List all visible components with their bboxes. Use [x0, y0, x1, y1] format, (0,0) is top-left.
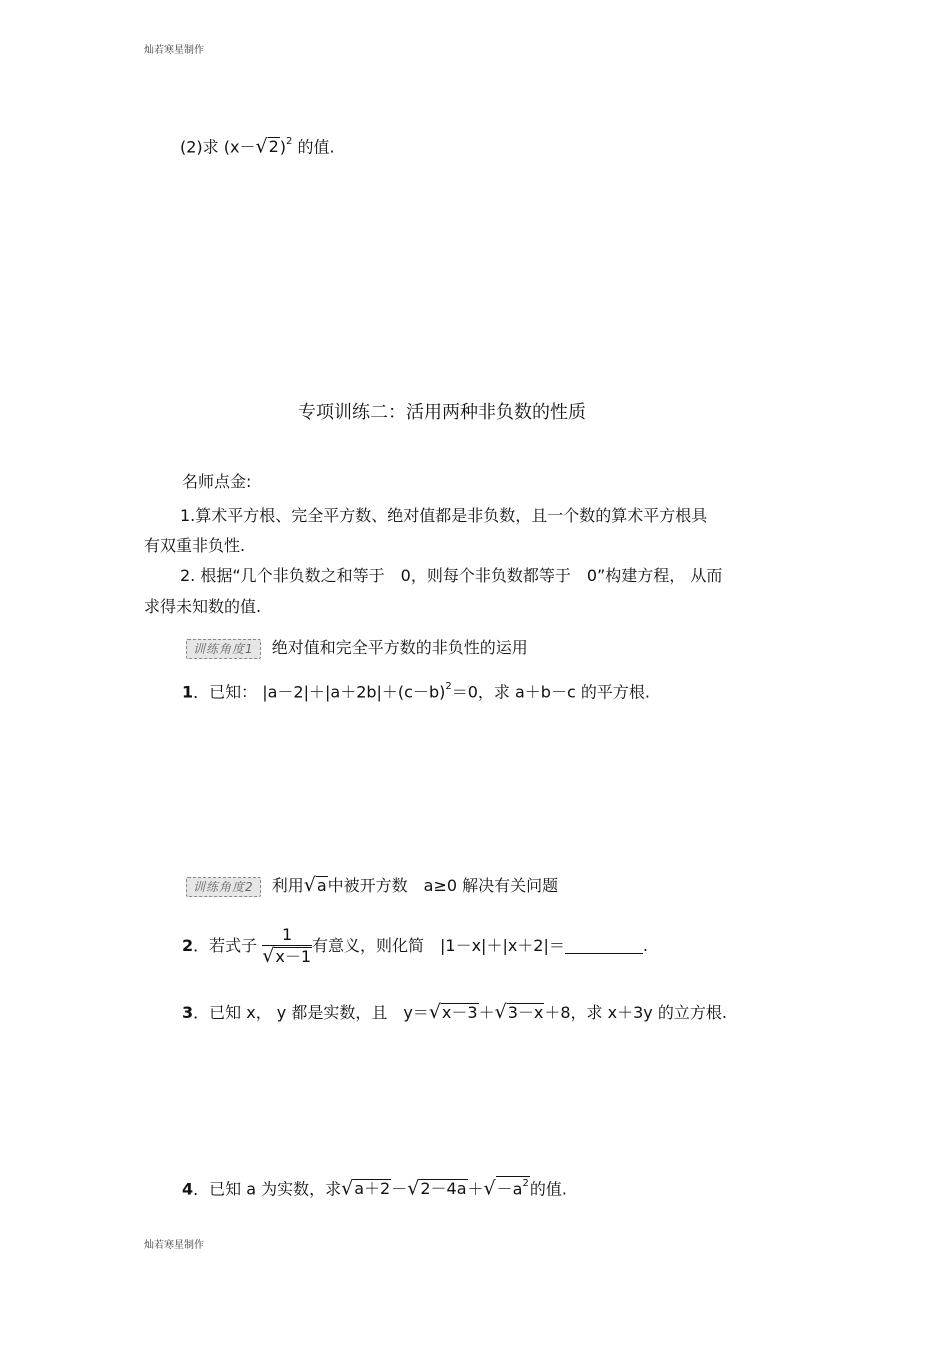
- question-4-number: 4: [182, 1179, 194, 1199]
- part2-radicand: 2: [268, 137, 279, 157]
- question-1-text-a: ．已知： |a－2|＋|a＋2b|＋(c－b): [193, 682, 446, 702]
- tip-1-line-1: 1.算术平方根、完全平方数、绝对值都是非负数，且一个数的算术平方根具: [180, 506, 708, 525]
- question-2-text-a: ．若式子: [193, 936, 258, 955]
- sqrt-icon: √: [428, 1001, 441, 1023]
- page-header: 灿若寒星制作: [144, 45, 204, 56]
- question-3-text-b: ＋8，求 x＋3y 的立方根.: [544, 1003, 727, 1022]
- sqrt-icon: √: [341, 1177, 354, 1200]
- question-4-text-a: ．已知 a 为实数，求: [193, 1179, 342, 1199]
- question-3-number: 3: [182, 1003, 194, 1022]
- training-angle-1-badge: 训练角度1: [186, 639, 261, 659]
- question-3-radicand-1: x－3: [441, 1003, 478, 1022]
- question-2: [182, 925, 648, 967]
- sqrt-icon: √: [407, 1177, 420, 1200]
- question-4-plus: ＋: [467, 1179, 484, 1199]
- fraction-numerator: 1: [262, 925, 312, 946]
- part-2-question: [180, 133, 335, 158]
- page-footer: 灿若寒星制作: [144, 1240, 204, 1251]
- question-3-text-a: ．已知 x， y 都是实数，且 y＝: [193, 1003, 429, 1022]
- question-1: [182, 678, 650, 703]
- sqrt-icon: √: [303, 874, 316, 896]
- question-2-text-b: 有意义，则化简 |1－x|＋|x＋2|＝: [312, 936, 565, 955]
- question-2-text-c: .: [642, 936, 648, 955]
- question-1-text-b: ＝0，求 a＋b－c 的平方根.: [451, 682, 650, 702]
- sqrt-icon: √: [494, 1001, 507, 1023]
- question-4-radicand-3: [496, 1176, 530, 1197]
- training-angle-2-badge: 训练角度2: [186, 877, 261, 897]
- tip-2-line-2: 求得未知数的值.: [144, 597, 262, 616]
- question-4-radicand-3-text: －a: [496, 1179, 523, 1199]
- sqrt-icon: √: [483, 1177, 496, 1200]
- question-1-number: 1: [182, 682, 194, 702]
- question-4-minus: －: [391, 1179, 408, 1199]
- training-angle-2-text-a: 利用: [271, 876, 304, 895]
- question-1-exponent: 2: [445, 681, 452, 692]
- question-2-fraction: [262, 925, 312, 967]
- answer-blank: [565, 939, 643, 954]
- sqrt-icon: √: [255, 135, 268, 158]
- question-3: [182, 1001, 727, 1024]
- training-angle-1-text: 绝对值和完全平方数的非负性的运用: [271, 638, 528, 657]
- training-angle-2: [186, 874, 558, 897]
- part2-exponent: 2: [286, 136, 293, 147]
- fraction-radicand: x－1: [275, 947, 312, 966]
- question-3-plus: ＋: [478, 1003, 495, 1022]
- question-4-exponent: 2: [522, 1178, 529, 1189]
- question-4: [182, 1176, 567, 1200]
- training-angle-2-radicand: a: [316, 876, 327, 895]
- sqrt-icon: √: [262, 945, 275, 967]
- tip-1-line-2: 有双重非负性.: [144, 536, 246, 555]
- question-3-radicand-2: 3－x: [507, 1003, 544, 1022]
- fraction-denominator: [262, 946, 312, 967]
- training-angle-1: [186, 637, 528, 659]
- training-angle-2-text-b: 中被开方数 a≥0 解决有关问题: [327, 876, 559, 895]
- question-4-radicand-2: 2－4a: [420, 1179, 467, 1199]
- question-4-radicand-1: a＋2: [354, 1179, 391, 1199]
- part2-prefix: (2)求 (x－: [180, 137, 256, 157]
- question-4-text-b: 的值.: [529, 1179, 567, 1199]
- tips-label: 名师点金:: [182, 472, 252, 491]
- tip-2-line-1: 2. 根据“几个非负数之和等于 0，则每个非负数都等于 0”构建方程， 从而: [180, 566, 723, 585]
- part2-suffix: 的值.: [292, 137, 335, 157]
- part2-close: ): [279, 137, 287, 157]
- section-title: 专项训练二：活用两种非负数的性质: [298, 402, 586, 423]
- question-2-number: 2: [182, 936, 194, 955]
